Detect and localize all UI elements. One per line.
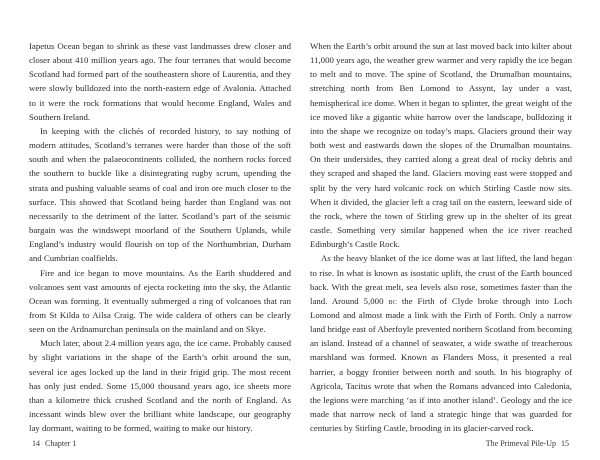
running-footer-title: Chapter 1 <box>45 439 77 448</box>
paragraph <box>310 251 572 435</box>
page-number: 14 <box>32 439 40 448</box>
left-page-text <box>29 39 291 435</box>
paragraph: When the Earth’s orbit around the sun at last moved back into kilter about 11,000 years ago, the weather grew warmer and very rapidly the ice began to melt and to move. The spine of Scotland, the Drumalban mountains, stretching north from Ben Lomond to Assynt, lay under a vast, hemispherical ice dome. When it began to splinter, the great weight of the ice moved like a gigantic white harrow over the landscape, bulldozing it into the shape we recognize on today’s maps. Glaciers ground their way both west and eastwards down the slopes of the Drumalban mountains. On their undersides, they carried along a great deal of rocky debris and they scraped and shaped the land. Glaciers moving east were stopped and split by the very hard volcanic rock on which Stirling Castle now sits. When it divided, the glacier left a crag tail on the eastern, leeward side of the rock, where the town of Stirling grew up in the shelter of its great castle. Something very similar happened when the ice river reached Edinburgh’s Castle Rock. <box>310 41 573 250</box>
paragraph: Iapetus Ocean began to shrink as these vast landmasses drew closer and closer about 410 million years ago. The four terranes that would become Scotland had formed part of the southeastern shore of Laurentia, and they were slowly bulldozed into the north-eastern edge of Avalonia. Attached to it were the rock formations that would become England, Wales and Southern Ireland. <box>29 41 291 122</box>
page-footer <box>486 439 572 448</box>
page-number: 15 <box>561 439 569 448</box>
paragraph-text: the Firth of Clyde broke through into Loch Lomond and almost made a link with the Firth of Forth. Only a narrow land bridge east of Aberfoyle prevented northern Scotland from becoming an island. Instead of a channel of seawater, a wide swathe of treacherous marshland was formed. Known as Flanders Moss, it presented a real barrier, a boggy frontier between north and south. In his biography of Agricola, Tacitus wrote that when the Romans advanced into Caledonia, the legions were marching ‘as if into another island’. Geology and the ice made that narrow neck of land a strategic hinge that was guarded for centuries by Stirling Castle, brooding in its glacier-carved rock. <box>310 295 572 434</box>
paragraph: Much later, about 2.4 million years ago, the ice came. Probably caused by slight variations in the shape of the Earth’s orbit around the sun, several ice ages locked up the land in their frigid grip. The most recent has only just ended. Some 15,000 thousand years ago, ice sheets more than a kilometre thick crushed Scotland and the north of England. As incessant winds blew over the brilliant white landscape, our geography lay dormant, waiting to be formed, waiting to make our history. <box>29 338 291 434</box>
right-page <box>300 0 600 460</box>
page-footer <box>29 439 76 448</box>
paragraph: Fire and ice began to move mountains. As the Earth shuddered and volcanoes sent vast amounts of ejecta rocketing into the sky, the Atlantic Ocean was forming. It eventually submerged a ring of volcanoes that ran from St Kilda to Ailsa Craig. The wide caldera of others can be clearly seen on the Ardnamurchan peninsula on the mainland and on Skye. <box>29 267 291 335</box>
running-footer-title: The Primeval Pile-Up <box>485 439 556 448</box>
paragraph: In keeping with the clichés of recorded history, to say nothing of modern attitudes, Scotland’s terranes were harder than those of the soft south and when the palaeocontinents collided, the northern rocks forced the southern to buckle like a disintegrating rugby scrum, upending the strata and pushing valuable seams of coal and iron ore much closer to the surface. This showed that Scotland being harder than England was not necessarily to the detriment of the latter. Scotland’s part of the seismic bargain was the windswept moorland of the Southern Uplands, while England’s industry would flourish on top of the Northumbrian, Durham and Cumbrian coalfields. <box>29 125 291 264</box>
right-page-text <box>310 39 572 435</box>
paragraph-text: As the heavy blanket of the ice dome was at last lifted, the land began to rise. In what is known as isostatic uplift, the crust of the Earth bounced back. With the great melt, sea levels also rose, sometimes faster than the land. Around 5,000 <box>310 253 572 306</box>
era-mark: bc <box>388 295 397 306</box>
